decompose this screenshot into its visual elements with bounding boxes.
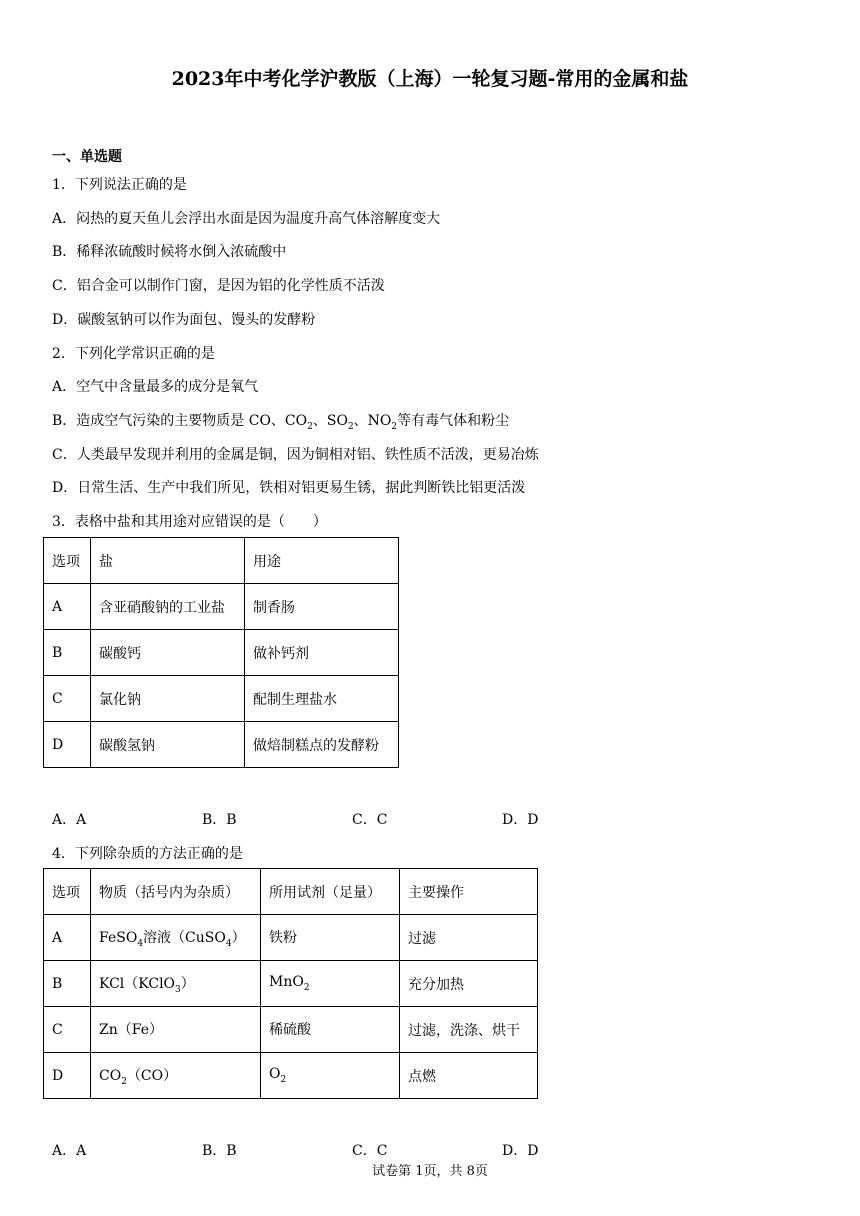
table-header-row	[44, 538, 399, 584]
page-footer: 试卷第 1页，共 8页	[372, 1164, 488, 1179]
q3-choice-d: D．D	[502, 812, 539, 828]
q3-choice-c: C．C	[352, 812, 388, 828]
q1-option-d: D．碳酸氢钠可以作为面包、馒头的发酵粉	[52, 312, 316, 328]
table-row	[44, 584, 399, 630]
table-header-cell: 主要操作	[400, 869, 538, 915]
table-cell: A	[44, 915, 91, 961]
table-cell: C	[44, 1007, 91, 1053]
table-header-row	[44, 869, 538, 915]
table-row	[44, 630, 399, 676]
table-cell: 稀硫酸	[261, 1007, 400, 1053]
q4-choice-c: C．C	[352, 1143, 388, 1159]
q4-choice-d: D．D	[502, 1143, 539, 1159]
table-cell: C	[44, 676, 91, 722]
table-row	[44, 1007, 538, 1053]
section-heading: 一、单选题	[52, 149, 122, 165]
table-cell: MnO$_2$	[261, 961, 400, 1007]
table-header-cell: 所用试剂（足量）	[261, 869, 400, 915]
table-row	[44, 1053, 538, 1099]
table-cell: 碳酸钙	[91, 630, 245, 676]
q4-stem: 4．下列除杂质的方法正确的是	[52, 846, 243, 862]
table-cell: B	[44, 630, 91, 676]
table-cell: D	[44, 1053, 91, 1099]
table-cell: 做焙制糕点的发酵粉	[245, 722, 399, 768]
q3-choice-a: A．A	[52, 812, 87, 828]
page-title: 2023年中考化学沪教版（上海）一轮复习题-常用的金属和盐	[171, 68, 689, 90]
table-row	[44, 676, 399, 722]
table-cell: FeSO$_4$溶液（CuSO$_4$）	[91, 915, 261, 961]
q3-table	[43, 537, 399, 768]
table-cell: 制香肠	[245, 584, 399, 630]
table-header-cell: 选项	[44, 869, 91, 915]
table-cell: B	[44, 961, 91, 1007]
table-cell: 配制生理盐水	[245, 676, 399, 722]
table-cell: 过滤，洗涤、烘干	[400, 1007, 538, 1053]
table-header-cell: 盐	[91, 538, 245, 584]
table-cell: 过滤	[400, 915, 538, 961]
table-cell: D	[44, 722, 91, 768]
q2-stem: 2．下列化学常识正确的是	[52, 346, 215, 362]
q2-option-a: A．空气中含量最多的成分是氧气	[52, 379, 259, 395]
q3-stem: 3．表格中盐和其用途对应错误的是（ ）	[52, 514, 327, 530]
q1-option-a: A．闷热的夏天鱼儿会浮出水面是因为温度升高气体溶解度变大	[52, 211, 441, 227]
table-cell: 碳酸氢钠	[91, 722, 245, 768]
q2-option-d: D．日常生活、生产中我们所见，铁相对铝更易生锈，据此判断铁比铝更活泼	[52, 480, 526, 496]
table-cell: Zn（Fe）	[91, 1007, 261, 1053]
table-cell: 含亚硝酸钠的工业盐	[91, 584, 245, 630]
table-cell: 铁粉	[261, 915, 400, 961]
q1-option-b: B．稀释浓硫酸时候将水倒入浓硫酸中	[52, 244, 287, 260]
table-cell: KCl（KClO$_3$）	[91, 961, 261, 1007]
q4-table	[43, 868, 538, 1099]
q4-choice-b: B．B	[202, 1143, 237, 1159]
table-cell: A	[44, 584, 91, 630]
q2-option-b: B．造成空气污染的主要物质是 CO、$CO_2$、$SO_2$、$NO_2$等有毒气体和粉尘	[52, 413, 510, 432]
table-cell: 做补钙剂	[245, 630, 399, 676]
table-row	[44, 722, 399, 768]
q3-choice-b: B．B	[202, 812, 237, 828]
table-row	[44, 961, 538, 1007]
table-header-cell: 用途	[245, 538, 399, 584]
table-cell: $O_2$	[261, 1053, 400, 1099]
q1-option-c: C．铝合金可以制作门窗，是因为铝的化学性质不活泼	[52, 278, 385, 294]
q4-choice-a: A．A	[52, 1143, 87, 1159]
table-cell: 充分加热	[400, 961, 538, 1007]
table-header-cell: 选项	[44, 538, 91, 584]
table-header-cell: 物质（括号内为杂质）	[91, 869, 261, 915]
q2-option-c: C．人类最早发现并利用的金属是铜，因为铜相对铝、铁性质不活泼，更易冶炼	[52, 447, 539, 463]
table-cell: 氯化钠	[91, 676, 245, 722]
q1-stem: 1．下列说法正确的是	[52, 177, 187, 193]
table-cell: $CO_2(CO)$	[91, 1053, 261, 1099]
table-row	[44, 915, 538, 961]
table-cell: 点燃	[400, 1053, 538, 1099]
